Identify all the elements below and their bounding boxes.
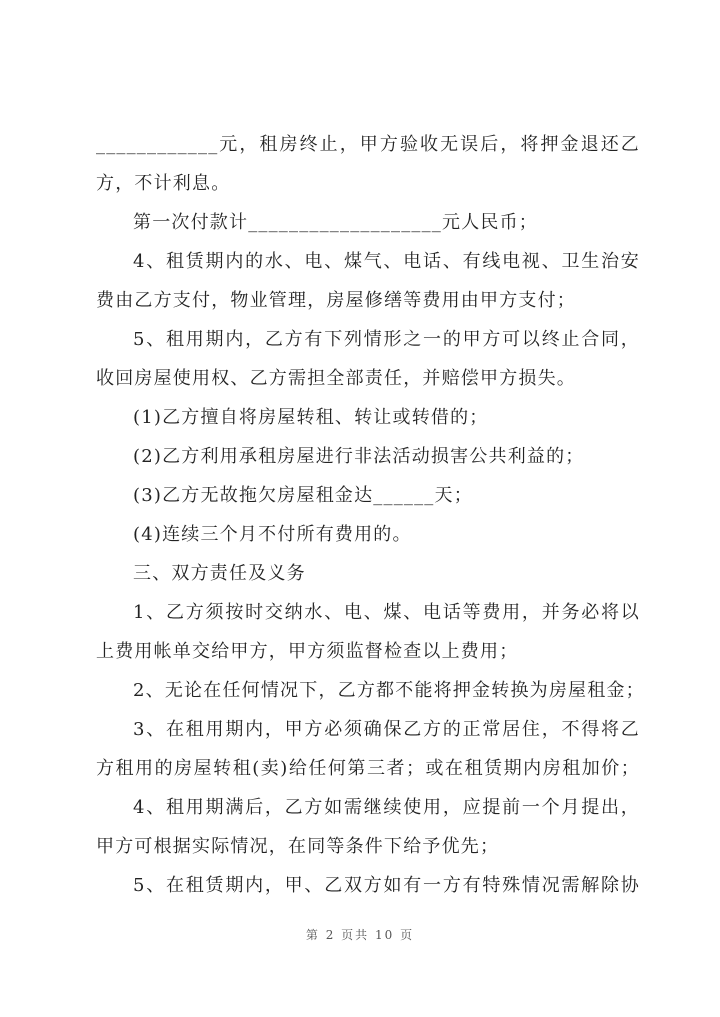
text-line: (2)乙方利用承租房屋进行非法活动损害公共利益的； — [133, 446, 585, 467]
section-heading: 三、双方责任及义务 — [133, 563, 306, 584]
page-number-footer: 第 2 页共 10 页 — [305, 928, 415, 942]
text-line: 上费用帐单交给甲方，甲方须监督检查以上费用； — [96, 641, 519, 662]
text-line: (4)连续三个月不付所有费用的。 — [133, 524, 412, 545]
text-line: 甲方可根据实际情况，在同等条件下给予优先； — [96, 836, 500, 857]
text-line: 收回房屋使用权、乙方需担全部责任，并赔偿甲方损失。 — [96, 368, 576, 389]
text-line: 第一次付款计___________________元人民币； — [133, 212, 538, 233]
text-line: 3、在租用期内，甲方必须确保乙方的正常居住，不得将乙 — [133, 719, 640, 740]
text-line: 4、租用期满后，乙方如需继续使用，应提前一个月提出， — [133, 797, 640, 818]
text-line: 4、租赁期内的水、电、煤气、电话、有线电视、卫生治安 — [133, 251, 640, 272]
text-line: (1)乙方擅自将房屋转租、转让或转借的； — [133, 407, 489, 428]
text-line: (3)乙方无故拖欠房屋租金达______天； — [133, 485, 473, 506]
text-line: 5、在租赁期内，甲、乙双方如有一方有特殊情况需解除协 — [133, 875, 640, 896]
text-line: 2、无论在任何情况下，乙方都不能将押金转换为房屋租金； — [133, 680, 645, 701]
text-line: 方，不计利息。 — [96, 173, 231, 194]
text-line: ____________元，租房终止，甲方验收无误后，将押金退还乙 — [96, 134, 640, 155]
text-line: 1、乙方须按时交纳水、电、煤、电话等费用，并务必将以 — [133, 602, 640, 623]
text-line: 5、租用期内，乙方有下列情形之一的甲方可以终止合同， — [133, 329, 640, 350]
text-line: 费由乙方支付，物业管理，房屋修缮等费用由甲方支付； — [96, 290, 576, 311]
text-line: 方租用的房屋转租(卖)给任何第三者；或在租赁期内房租加价； — [96, 758, 640, 779]
